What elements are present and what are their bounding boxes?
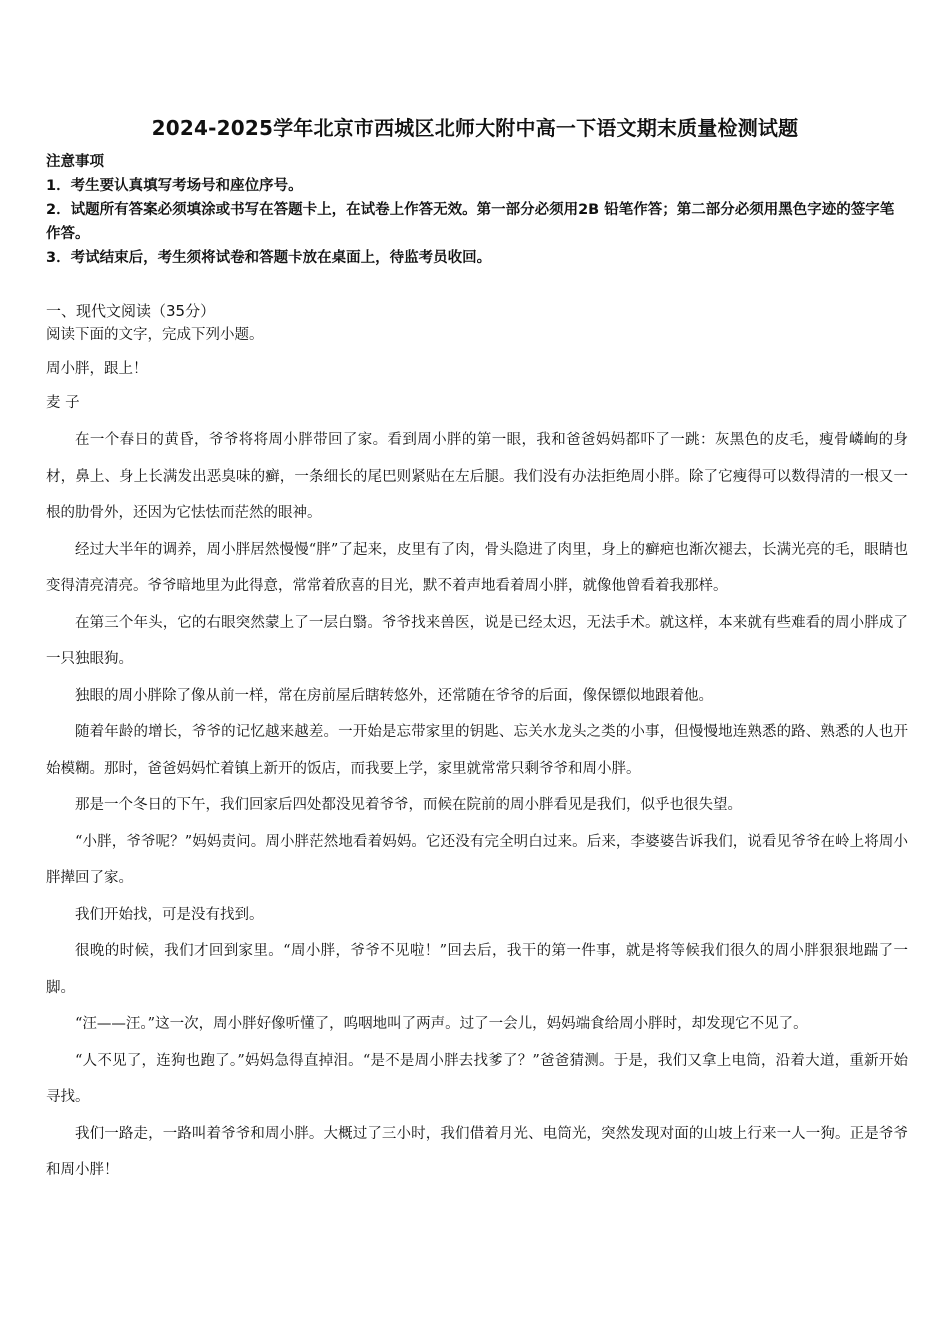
reading-instruction: 阅读下面的文字，完成下列小题。	[46, 327, 264, 343]
paragraph: 在一个春日的黄昏，爷爷将将周小胖带回了家。看到周小胖的第一眼，我和爸爸妈妈都吓了一跳：灰黑色的皮毛，瘦骨嶙峋的身材，鼻上、身上长满发出恶臭味的癣，一条细长的尾巴则紧贴在左后腿。我们没有办法拒绝周小胖。除了它瘦得可以数得清的一根又一根的肋骨外，还因为它怯怯而茫然的眼神。	[46, 432, 908, 521]
paragraph: 独眼的周小胖除了像从前一样，常在房前屋后瞎转悠外，还常随在爷爷的后面，像保镖似地跟着他。	[75, 687, 713, 704]
section-heading: 一、现代文阅读（35分）	[46, 302, 216, 320]
paragraph: 那是一个冬日的下午，我们回家后四处都没见着爷爷，而候在院前的周小胖看见是我们，似乎也很失望。	[75, 797, 742, 813]
paragraph: 随着年龄的增长，爷爷的记忆越来越差。一开始是忘带家里的钥匙、忘关水龙头之类的小事，但慢慢地连熟悉的路、熟悉的人也开始模糊。那时，爸爸妈妈忙着镇上新开的饭店，而我要上学，家里就常常只剩爷爷和周小胖。	[46, 724, 908, 777]
notice-item: 1．考生要认真填写考场号和座位序号。	[46, 178, 303, 194]
notice-block	[46, 150, 908, 270]
paragraph: “汪——汪。”这一次，周小胖好像听懂了，呜咽地叫了两声。过了一会儿，妈妈端食给周小胖时，却发现它不见了。	[75, 1016, 808, 1032]
notice-item: 2．试题所有答案必须填涂或书写在答题卡上，在试卷上作答无效。第一部分必须用2B 铅笔作答；第二部分必须用黑色字迹的签字笔作答。	[46, 202, 895, 242]
notice-item: 3．考试结束后，考生须将试卷和答题卡放在桌面上，待监考员收回。	[46, 250, 492, 266]
paragraph: 我们一路走，一路叫着爷爷和周小胖。大概过了三小时，我们借着月光、电筒光，突然发现对面的山坡上行来一人一狗。正是爷爷和周小胖！	[46, 1125, 908, 1178]
paragraph: “人不见了，连狗也跑了。”妈妈急得直掉泪。“是不是周小胖去找爹了？”爸爸猜测。于是，我们又拿上电筒，沿着大道，重新开始寻找。	[46, 1052, 908, 1105]
story-author: 麦 子	[46, 395, 80, 411]
story-body	[46, 422, 908, 1189]
paragraph: 在第三个年头，它的右眼突然蒙上了一层白翳。爷爷找来兽医，说是已经太迟，无法手术。就这样，本来就有些难看的周小胖成了一只独眼狗。	[46, 614, 908, 667]
page-title: 2024-2025学年北京市西城区北师大附中高一下语文期末质量检测试题	[151, 116, 799, 140]
paragraph: 我们开始找，可是没有找到。	[75, 906, 264, 923]
paragraph: 经过大半年的调养，周小胖居然慢慢“胖”了起来，皮里有了肉，骨头隐进了肉里，身上的癣疤也渐次褪去，长满光亮的毛，眼睛也变得清亮清亮。爷爷暗地里为此得意，常常着欣喜的目光，默不着声地看着周小胖，就像他曾看着我那样。	[46, 541, 908, 594]
notice-heading: 注意事项	[46, 154, 104, 170]
paragraph: 很晚的时候，我们才回到家里。“周小胖，爷爷不见啦！”回去后，我干的第一件事，就是将等候我们很久的周小胖狠狠地踹了一脚。	[46, 943, 908, 996]
paragraph: “小胖，爷爷呢？”妈妈责问。周小胖茫然地看着妈妈。它还没有完全明白过来。后来，李婆婆告诉我们，说看见爷爷在岭上将周小胖撵回了家。	[46, 833, 908, 886]
story-title: 周小胖，跟上！	[46, 361, 148, 377]
